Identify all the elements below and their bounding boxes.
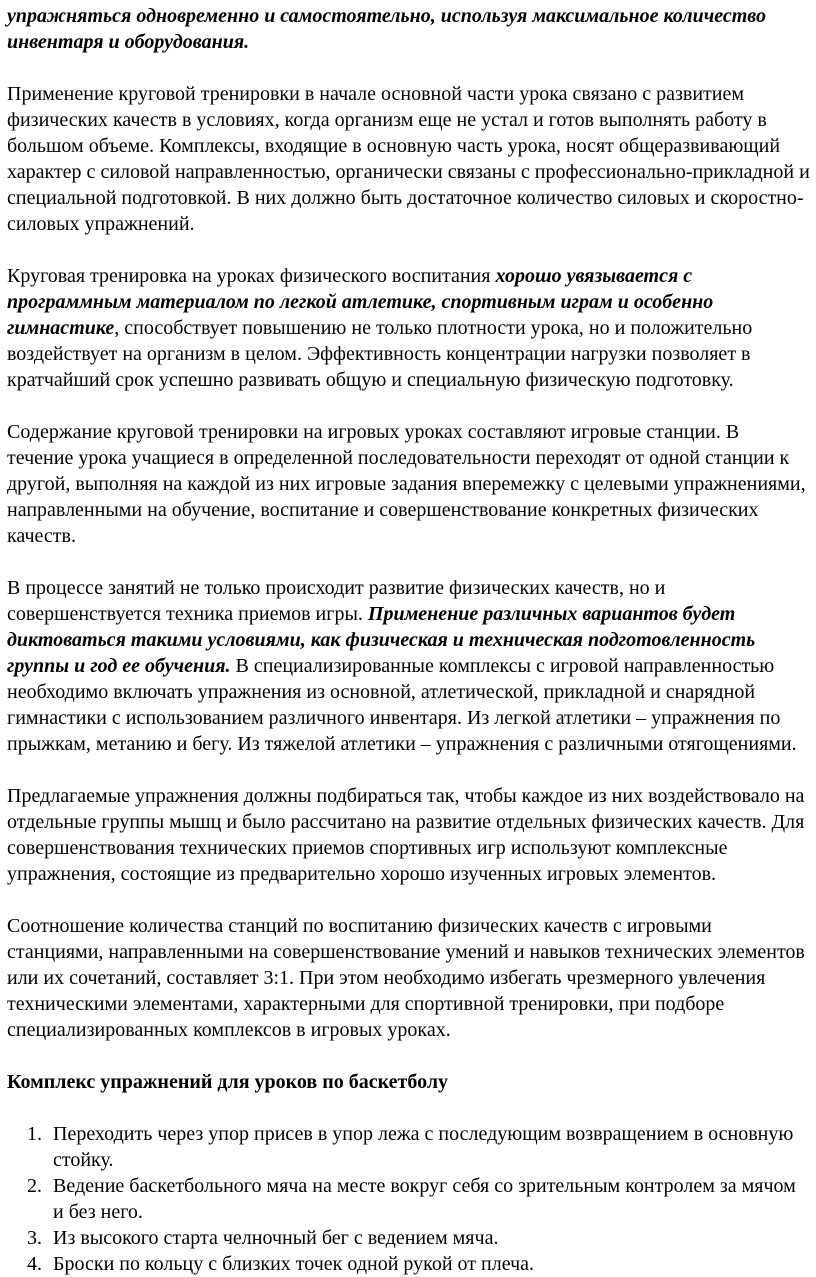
document-page (0, 3, 816, 1275)
list-item (7, 1121, 810, 1173)
list-item (7, 1251, 810, 1277)
paragraph-text: В процессе занятий не только происходит развитие физических качеств, но и совершенствуется техника приемов игры. (7, 577, 666, 625)
list-item-number: 4. (27, 1253, 42, 1275)
list-item-text: Броски по кольцу с близких точек одной рукой от плеча. (53, 1253, 535, 1275)
list-item-text: Из высокого старта челночный бег с ведением мяча. (53, 1227, 499, 1249)
paragraph-text: Предлагаемые упражнения должны подбираться так, чтобы каждое из них воздействовало на отдельные группы мышц и было рассчитано на развитие отдельных физических качеств. Для совершенствования технических приемов спортивных игр используют комплексные упражнения, состоящие из предварительно хорошо изученных игровых элементов. (7, 785, 805, 885)
paragraph-text: , способствует повышению не только плотности урока, но и положительно воздействует на организм в целом. Эффективность концентрации нагрузки позволяет в кратчайший срок успешно развивать общую и специальную физическую подготовку. (7, 317, 753, 391)
paragraph-circuit-training-main-part (7, 81, 810, 237)
paragraph-text: Круговая тренировка на уроках физического воспитания (7, 265, 496, 287)
emphasis-text: упражняться одновременно и самостоятельно, используя максимальное количество инвентаря и оборудования. (7, 5, 766, 53)
list-item-text: Ведение баскетбольного мяча на месте вокруг себя со зрительным контролем за мячом и без него. (53, 1175, 796, 1223)
list-item-number: 2. (27, 1175, 42, 1197)
list-item (7, 1173, 810, 1225)
exercise-list (7, 1121, 810, 1277)
emphasis-text: Применение различных вариантов будет диктоваться такими условиями, как физическая и техническая подготовленность группы и год ее обучения. (7, 603, 756, 677)
list-item-text: Переходить через упор присев в упор лежа с последующим возвращением в основную стойку. (53, 1123, 794, 1171)
paragraph-text: Содержание круговой тренировки на игровых уроках составляют игровые станции. В течение урока учащиеся в определенной последовательности переходят от одной станции к другой, выполняя на каждой из них игровые задания вперемежку с целевыми упражнениями, направленными на обучение, воспитание и совершенствование конкретных физических качеств. (7, 421, 806, 547)
paragraph-text: Соотношение количества станций по воспитанию физических качеств с игровыми станциями, направленными на совершенствование умений и навыков технических элементов или их сочетаний, составляет 3:1. При этом необходимо избегать чрезмерного увлечения техническими элементами, характерными для спортивной тренировки, при подборе специализированных комплексов в игровых уроках. (7, 915, 805, 1041)
paragraph-technique-improvement (7, 575, 810, 757)
paragraph-station-ratio (7, 913, 810, 1043)
paragraph-exercise-selection (7, 783, 810, 887)
section-heading: Комплекс упражнений для уроков по баскетболу (7, 1071, 449, 1093)
paragraph-intro-continuation (7, 3, 810, 55)
paragraph-game-stations (7, 419, 810, 549)
list-item-number: 3. (27, 1227, 42, 1249)
emphasis-text: хорошо увязывается с программным материалом по легкой атлетике, спортивным играм и особенно гимнастике (7, 265, 714, 339)
paragraph-text: В специализированные комплексы с игровой направленностью необходимо включать упражнения из основной, атлетической, прикладной и снарядной гимнастики с использованием различного инвентаря. Из легкой атлетики – упражнения по прыжкам, метанию и бегу. Из тяжелой атлетики – упражнения с различными отягощениями. (7, 655, 797, 755)
list-item-number: 1. (27, 1123, 42, 1145)
list-item (7, 1225, 810, 1251)
paragraph-text: Применение круговой тренировки в начале основной части урока связано с развитием физических качеств в условиях, когда организм еще не устал и готов выполнять работу в большом объеме. Комплексы, входящие в основную часть урока, носят общеразвивающий характер с силовой направленностью, органически связаны с профессионально-прикладной и специальной подготовкой. В них должно быть достаточное количество силовых и скоростно-силовых упражнений. (7, 83, 810, 235)
paragraph-circuit-training-lessons (7, 263, 810, 393)
